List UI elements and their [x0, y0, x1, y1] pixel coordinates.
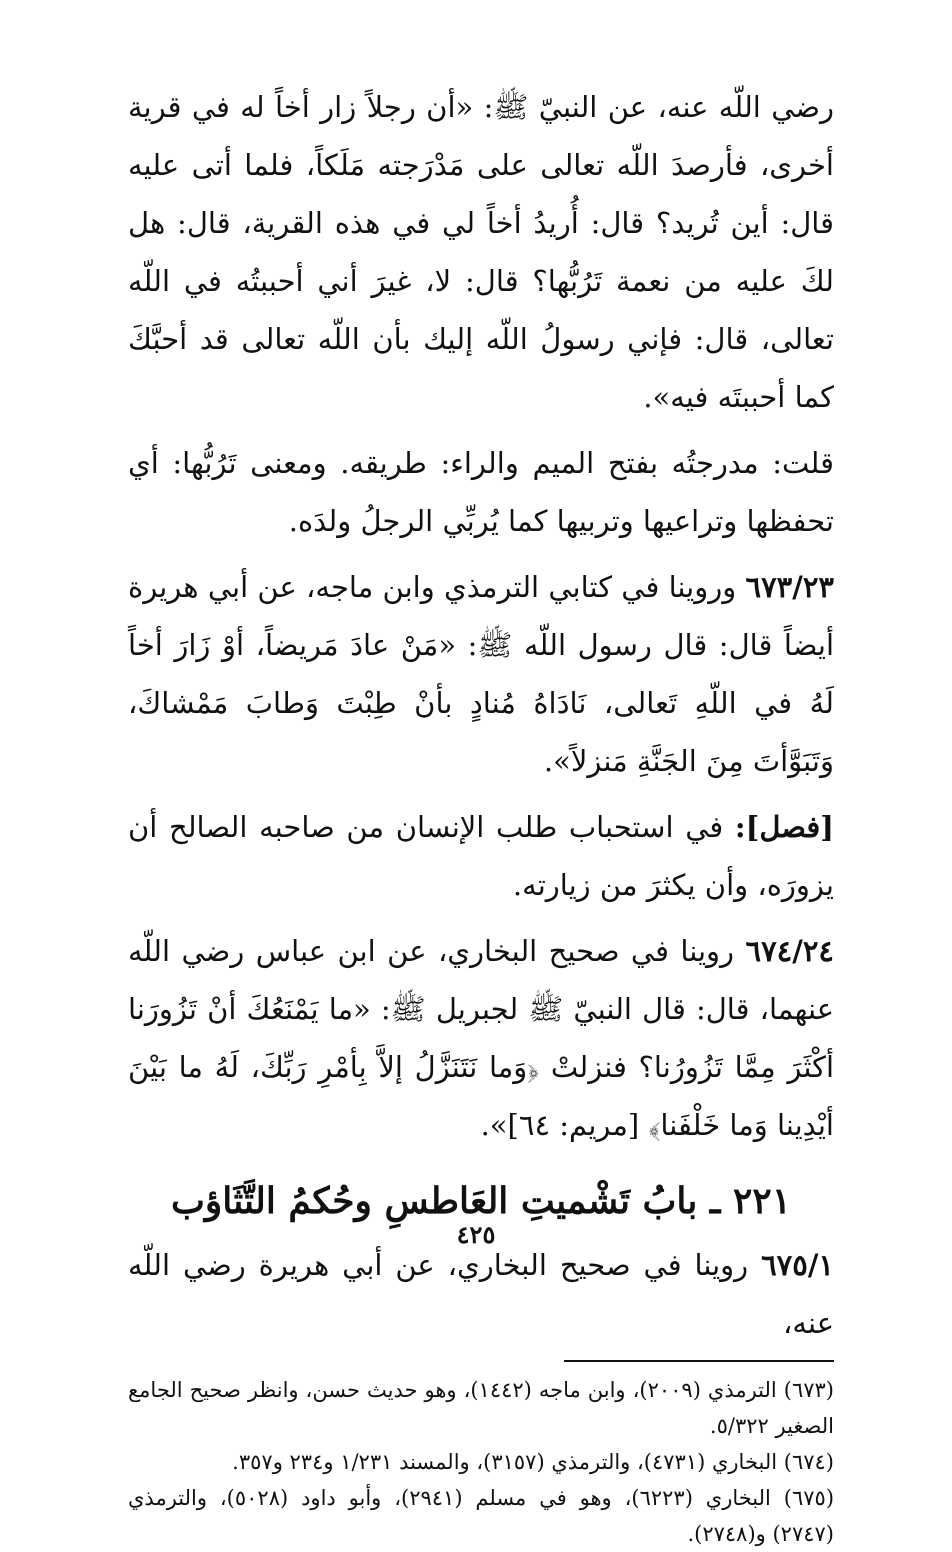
- footnote-673: (٦٧٣) الترمذي (٢٠٠٩)، وابن ماجه (١٤٤٢)، وهو حديث حسن، وانظر صحيح الجامع الصغير ٥/٣٢٢.: [128, 1378, 834, 1438]
- paragraph-hadith-continuation: [128, 78, 834, 426]
- paragraph-text: روينا في صحيح البخاري، عن ابن عباس رضي اللّه عنهما، قال: قال النبيّ ﷺ لجبريل ﷺ: «ما يَمْنَعُكَ أنْ تَزُورَنا أكْثَرَ مِمَّا تَزُورُنا؟ فنزلتْ ﴿وَما نَتَنَزَّلُ إلاَّ بِأمْرِ رَبِّكَ، لَهُ ما بَيْنَ أيْدِينا وَما خَلْفَنا﴾ [مريم: ٦٤]».: [128, 934, 834, 1142]
- hadith-number: ٦٧٥/١: [761, 1248, 835, 1282]
- hadith-number: ٦٧٤/٢٤: [745, 934, 834, 968]
- page-number: ٤٢٥: [456, 1220, 496, 1249]
- fasl-label: [فصل]:: [734, 810, 835, 844]
- paragraph-text: روينا في صحيح البخاري، عن أبي هريرة رضي اللّه عنه،: [128, 1248, 834, 1340]
- chapter-heading: ٢٢١ ـ بابُ تَشْميتِ العَاطسِ وحُكمُ التَّثَاؤب: [170, 1180, 792, 1222]
- paragraph-hadith-675: [128, 1236, 834, 1352]
- footnotes: [128, 1372, 834, 1552]
- paragraph-text: قلت: مدرجتُه بفتح الميم والراء: طريقه. ومعنى تَرُبُّها: أي تحفظها وتراعيها وتربيها كما يُربِّي الرجلُ ولدَه.: [128, 446, 834, 538]
- paragraph-text: في استحباب طلب الإنسان من صاحبه الصالح أن يزورَه، وأن يكثرَ من زيارته.: [128, 810, 834, 902]
- paragraph-fasl: [128, 798, 834, 914]
- paragraph-hadith-673: [128, 558, 834, 790]
- footnote-divider: [564, 1360, 834, 1362]
- paragraph-text: وروينا في كتابي الترمذي وابن ماجه، عن أبي هريرة أيضاً قال: قال رسول اللّه ﷺ: «مَنْ عادَ مَريضاً، أوْ زَارَ أخاً لَهُ في اللّهِ تَعالى، نَادَاهُ مُنادٍ بأنْ طِبْتَ وَطابَ مَمْشاكَ، وَتَبَوَّأتَ مِنَ الجَنَّةِ مَنزلاً».: [128, 570, 834, 778]
- hadith-number: ٦٧٣/٢٣: [745, 570, 835, 604]
- footnote-674: (٦٧٤) البخاري (٤٧٣١)، والترمذي (٣١٥٧)، والمسند ١/٢٣١ و٢٣٤ و٣٥٧.: [232, 1450, 834, 1474]
- footnote-675: (٦٧٥) البخاري (٦٢٢٣)، وهو في مسلم (٢٩٤١)، وأبو داود (٥٠٢٨)، والترمذي (٢٧٤٧) و(٢٧٤٨).: [128, 1486, 835, 1546]
- paragraph-hadith-674: [128, 922, 834, 1154]
- paragraph-text: رضي اللّه عنه، عن النبيّ ﷺ: «أن رجلاً زار أخاً له في قرية أخرى، فأرصدَ اللّه تعالى على مَدْرَجته مَلَكاً، فلما أتى عليه قال: أين تُريد؟ قال: أُريدُ أخاً لي في هذه القرية، قال: هل لكَ عليه من نعمة تَرُبُّها؟ قال: لا، غيرَ أني أحببتُه في اللّه تعالى، قال: فإني رسولُ اللّه إليك بأن اللّه تعالى قد أحبَّكَ كما أحببتَه فيه».: [128, 90, 834, 414]
- paragraph-explanation: [128, 434, 834, 550]
